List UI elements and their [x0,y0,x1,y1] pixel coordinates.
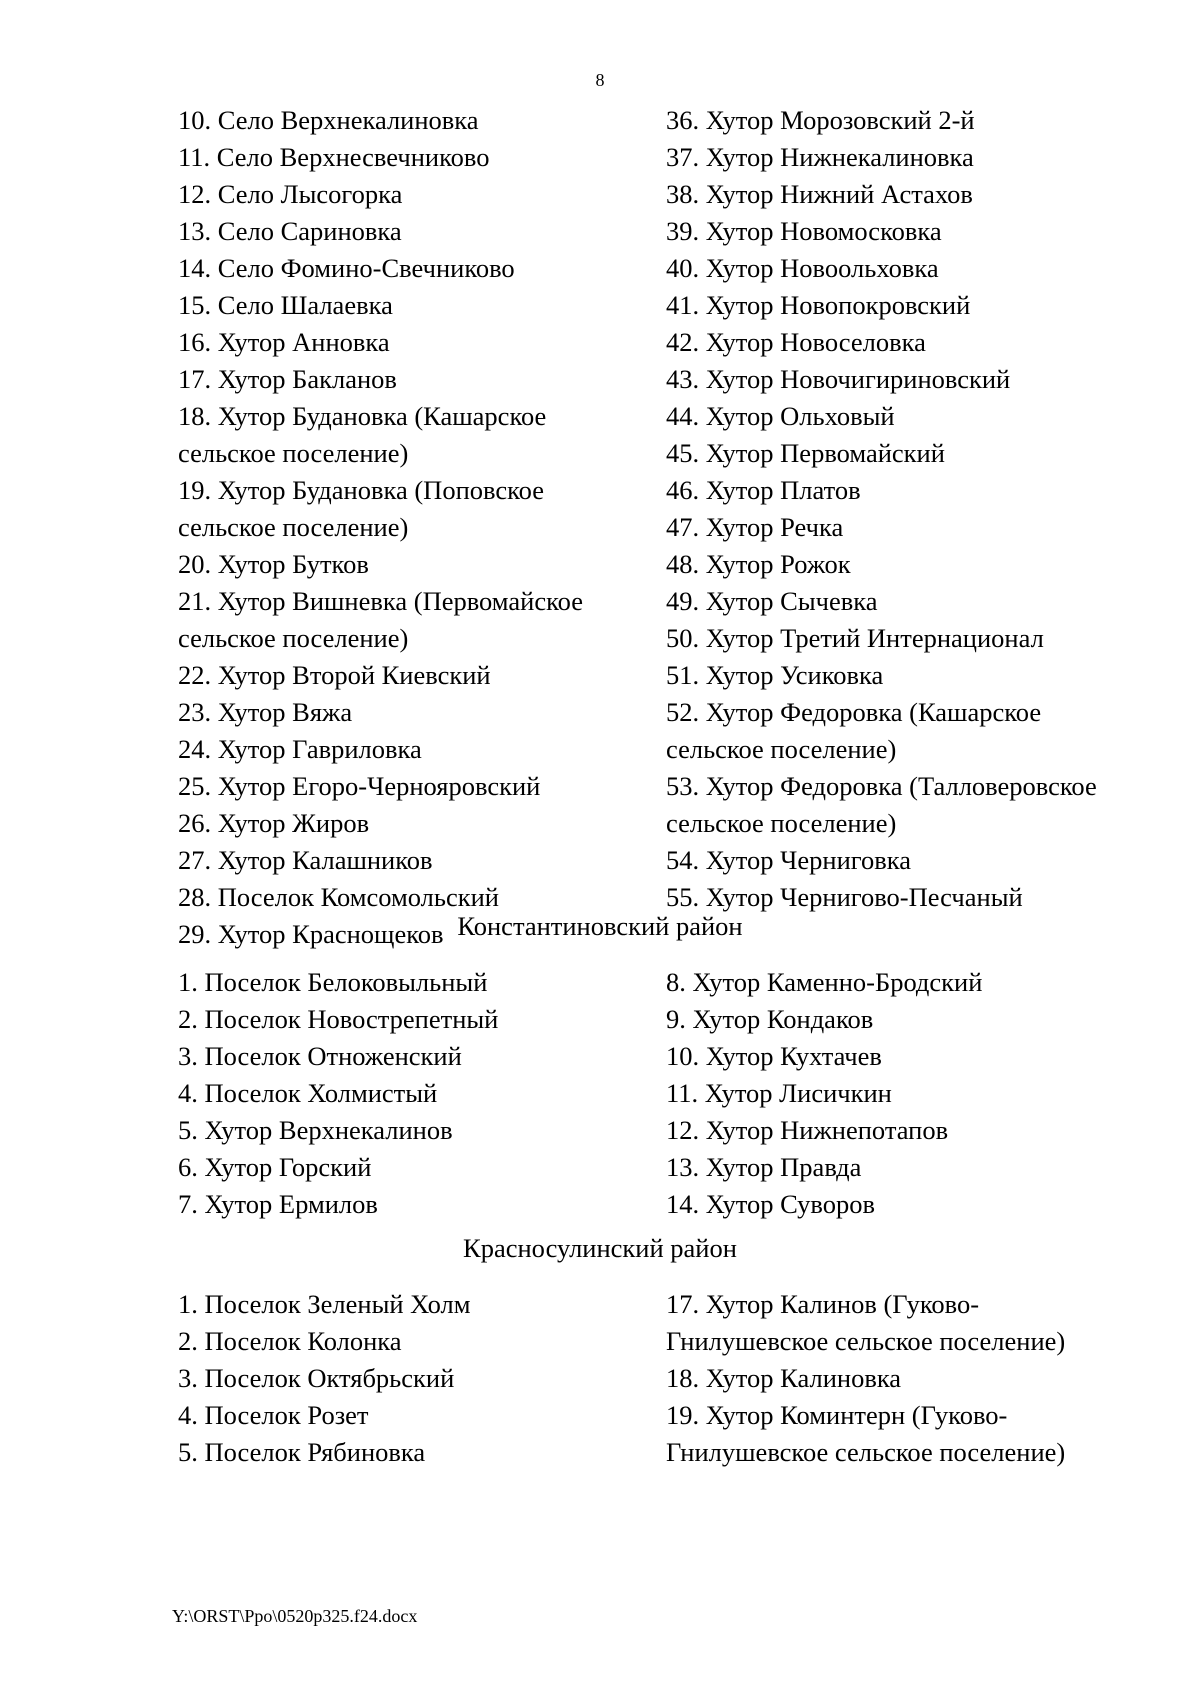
list-item: 1. Поселок Белоковыльный [178,967,488,997]
list-item: 18. Хутор Калиновка [666,1363,902,1393]
list-item: 12. Хутор Нижнепотапов [666,1115,949,1145]
list-item: 23. Хутор Вяжа [178,697,353,727]
list-item: 36. Хутор Морозовский 2-й [666,105,975,135]
list-item: сельское поселение) [666,734,897,764]
list-item: 5. Хутор Верхнекалинов [178,1115,453,1145]
right-column [666,1286,1156,1471]
list-item: 19. Хутор Коминтерн (Гуково- [666,1400,1008,1430]
list-item: 15. Село Шалаевка [178,290,393,320]
page-number: 8 [595,70,605,90]
list-item: 20. Хутор Бутков [178,549,369,579]
right-column [666,102,1156,953]
list-item: 50. Хутор Третий Интернационал [666,623,1044,653]
list-item: 6. Хутор Горский [178,1152,372,1182]
list-item: 45. Хутор Первомайский [666,438,945,468]
list-item: 14. Село Фомино-Свечниково [178,253,515,283]
district-heading-konstantinovsky: Константиновский район [457,911,743,941]
list-item: 17. Хутор Калинов (Гуково- [666,1289,980,1319]
list-item: 24. Хутор Гавриловка [178,734,422,764]
list-item: 25. Хутор Егоро-Чернояровский [178,771,541,801]
list-item: 12. Село Лысогорка [178,179,403,209]
list-item: 21. Хутор Вишневка (Первомайское [178,586,583,616]
right-column [666,964,1156,1223]
list-item: 10. Село Верхнекалиновка [178,105,479,135]
list-item: 39. Хутор Новомосковка [666,216,942,246]
list-item: Гнилушевское сельское поселение) [666,1326,1066,1356]
list-item: 9. Хутор Кондаков [666,1004,874,1034]
list-item: 13. Село Сариновка [178,216,402,246]
list-item: 13. Хутор Правда [666,1152,862,1182]
list-item: 26. Хутор Жиров [178,808,370,838]
list-item: 4. Поселок Розет [178,1400,369,1430]
list-item: 3. Поселок Отноженский [178,1041,462,1071]
list-item: сельское поселение) [178,623,409,653]
list-item: 11. Хутор Лисичкин [666,1078,892,1108]
list-item: сельское поселение) [178,438,409,468]
list-item: 22. Хутор Второй Киевский [178,660,491,690]
list-item: 17. Хутор Бакланов [178,364,397,394]
list-item: Гнилушевское сельское поселение) [666,1437,1066,1467]
list-item: 44. Хутор Ольховый [666,401,895,431]
list-item: 27. Хутор Калашников [178,845,433,875]
list-item: 42. Хутор Новоселовка [666,327,926,357]
left-column [178,964,666,1223]
list-item: 41. Хутор Новопокровский [666,290,971,320]
list-item: 47. Хутор Речка [666,512,844,542]
list-item: 19. Хутор Будановка (Поповское [178,475,544,505]
list-item: 53. Хутор Федоровка (Талловеровское [666,771,1097,801]
list-item: сельское поселение) [178,512,409,542]
list-item: 52. Хутор Федоровка (Кашарское [666,697,1042,727]
list-item: 40. Хутор Новоольховка [666,253,939,283]
list-item: сельское поселение) [666,808,897,838]
list-item: 7. Хутор Ермилов [178,1189,378,1219]
list-item: 51. Хутор Усиковка [666,660,884,690]
list-item: 10. Хутор Кухтачев [666,1041,882,1071]
list-item: 46. Хутор Платов [666,475,861,505]
list-item: 5. Поселок Рябиновка [178,1437,426,1467]
list-item: 28. Поселок Комсомольский [178,882,499,912]
list-item: 2. Поселок Новострепетный [178,1004,499,1034]
district-heading-krasnosulinsky: Красносулинский район [463,1233,737,1263]
list-item: 3. Поселок Октябрьский [178,1363,455,1393]
left-column [178,102,666,953]
settlement-list-continued [178,102,1158,953]
list-item: 1. Поселок Зеленый Холм [178,1289,471,1319]
left-column [178,1286,666,1471]
file-path-footer: Y:\ORST\Ppo\0520p325.f24.docx [172,1606,418,1626]
settlement-list-krasnosulinsky [178,1286,1158,1471]
list-item: 54. Хутор Черниговка [666,845,911,875]
list-item: 8. Хутор Каменно-Бродский [666,967,983,997]
list-item: 16. Хутор Анновка [178,327,390,357]
list-item: 29. Хутор Краснощеков [178,919,444,949]
list-item: 37. Хутор Нижнекалиновка [666,142,974,172]
list-item: 49. Хутор Сычевка [666,586,878,616]
list-item: 43. Хутор Новочигириновский [666,364,1011,394]
list-item: 11. Село Верхнесвечниково [178,142,490,172]
list-item: 18. Хутор Будановка (Кашарское [178,401,547,431]
list-item: 2. Поселок Колонка [178,1326,402,1356]
list-item: 4. Поселок Холмистый [178,1078,438,1108]
list-item: 48. Хутор Рожок [666,549,851,579]
list-item: 55. Хутор Чернигово-Песчаный [666,882,1023,912]
list-item: 14. Хутор Суворов [666,1189,876,1219]
list-item: 38. Хутор Нижний Астахов [666,179,973,209]
settlement-list-konstantinovsky [178,964,1158,1223]
